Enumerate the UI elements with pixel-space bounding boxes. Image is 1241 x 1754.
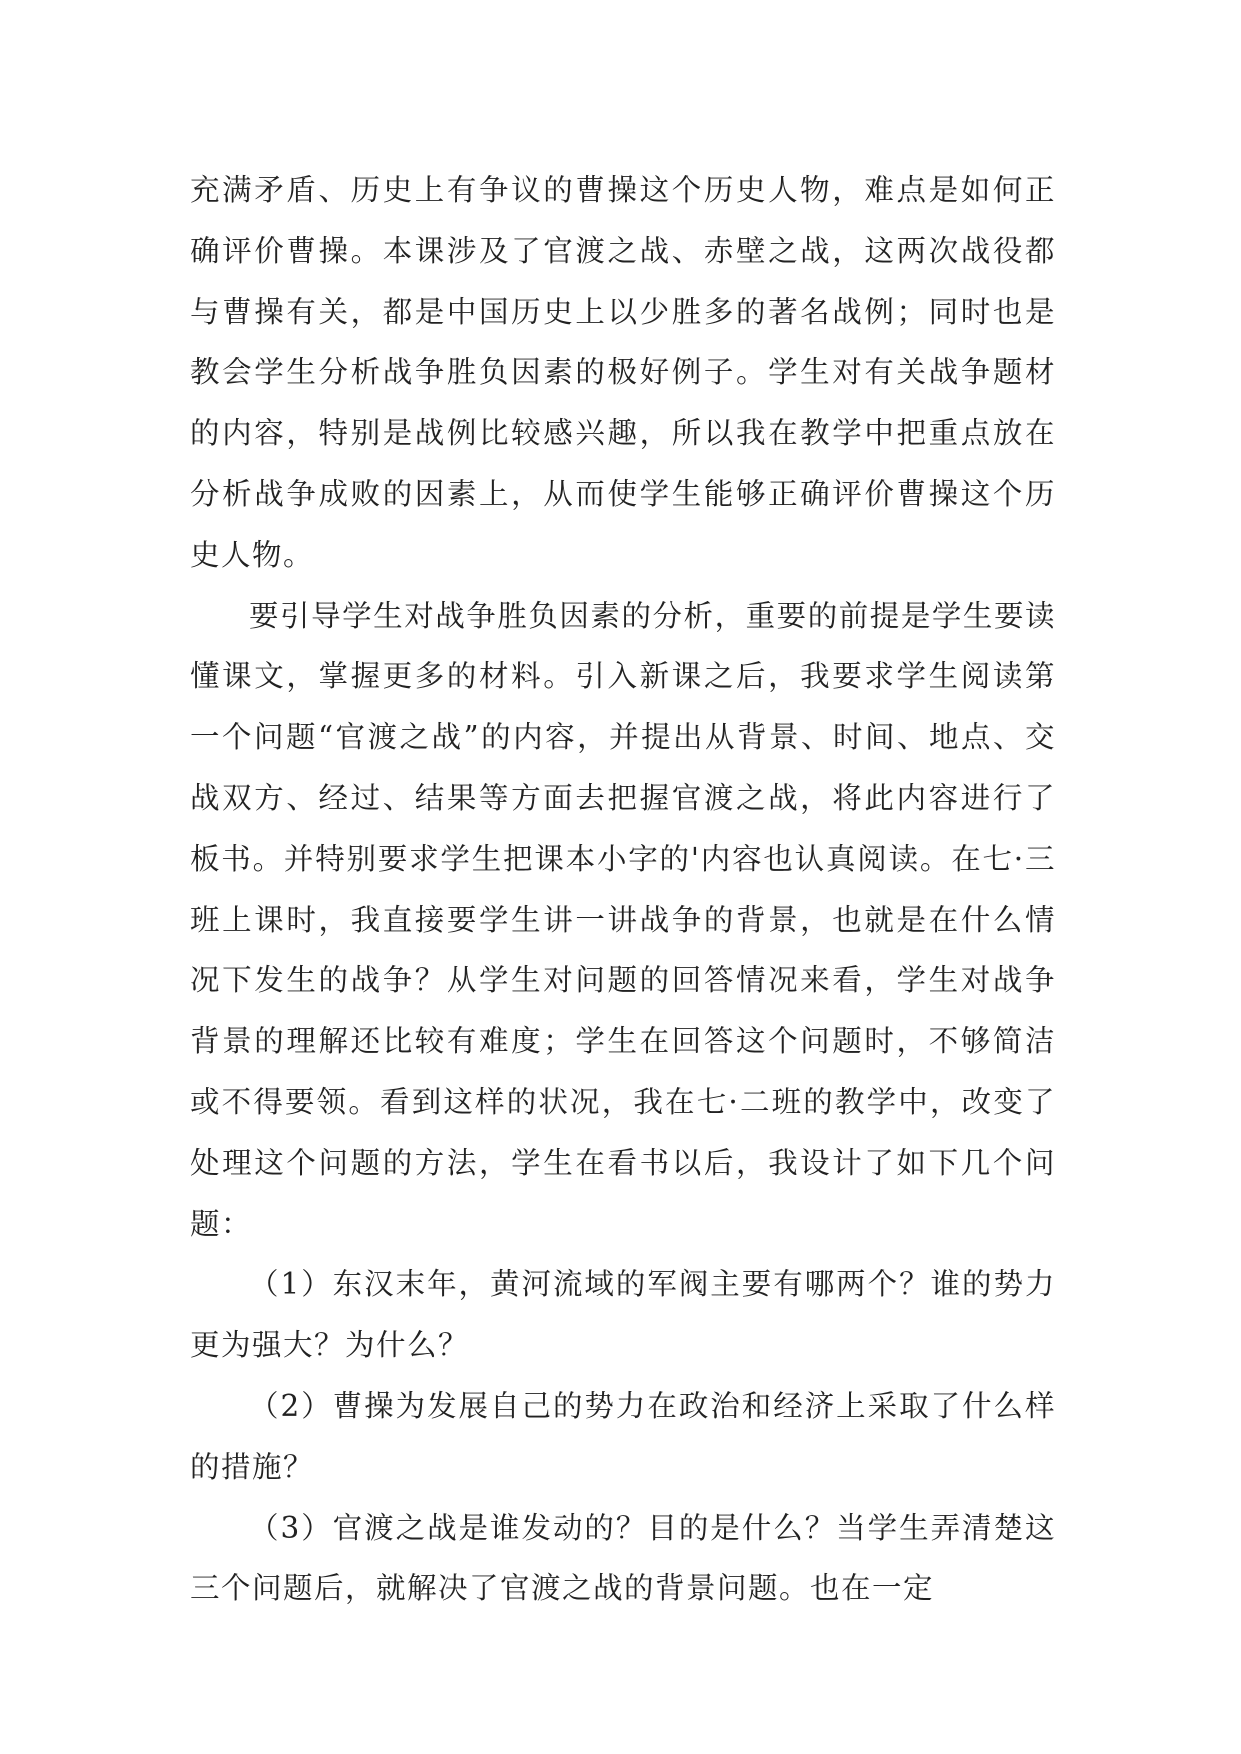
paragraph-war-analysis: 要引导学生对战争胜负因素的分析，重要的前提是学生要读懂课文，掌握更多的材料。引入新课之后，我要求学生阅读第一个问题“官渡之战”的内容，并提出从背景、时间、地点、交战双方、经过、结果等方面去把握官渡之战，将此内容进行了板书。并特别要求学生把课本小字的'内容也认真阅读。在七·三班上课时，我直接要学生讲一讲战争的背景，也就是在什么情况下发生的战争？从学生对问题的回答情况来看，学生对战争背景的理解还比较有难度；学生在回答这个问题时，不够简洁或不得要领。看到这样的状况，我在七·二班的教学中，改变了处理这个问题的方法，学生在看书以后，我设计了如下几个问题： [190,598,1056,1241]
document-body [190,160,1056,1619]
paragraph-continuation: 充满矛盾、历史上有争议的曹操这个历史人物，难点是如何正确评价曹操。本课涉及了官渡之战、赤壁之战，这两次战役都与曹操有关，都是中国历史上以少胜多的著名战例；同时也是教会学生分析战争胜负因素的极好例子。学生对有关战争题材的内容，特别是战例比较感兴趣，所以我在教学中把重点放在分析战争成败的因素上，从而使学生能够正确评价曹操这个历史人物。 [190,173,1056,572]
question-2: （2）曹操为发展自己的势力在政治和经济上采取了什么样的措施？ [190,1388,1056,1484]
question-1: （1）东汉末年，黄河流域的军阀主要有哪两个？谁的势力更为强大？为什么？ [190,1267,1056,1363]
question-3: （3）官渡之战是谁发动的？目的是什么？当学生弄清楚这三个问题后，就解决了官渡之战的背景问题。也在一定 [190,1510,1056,1606]
